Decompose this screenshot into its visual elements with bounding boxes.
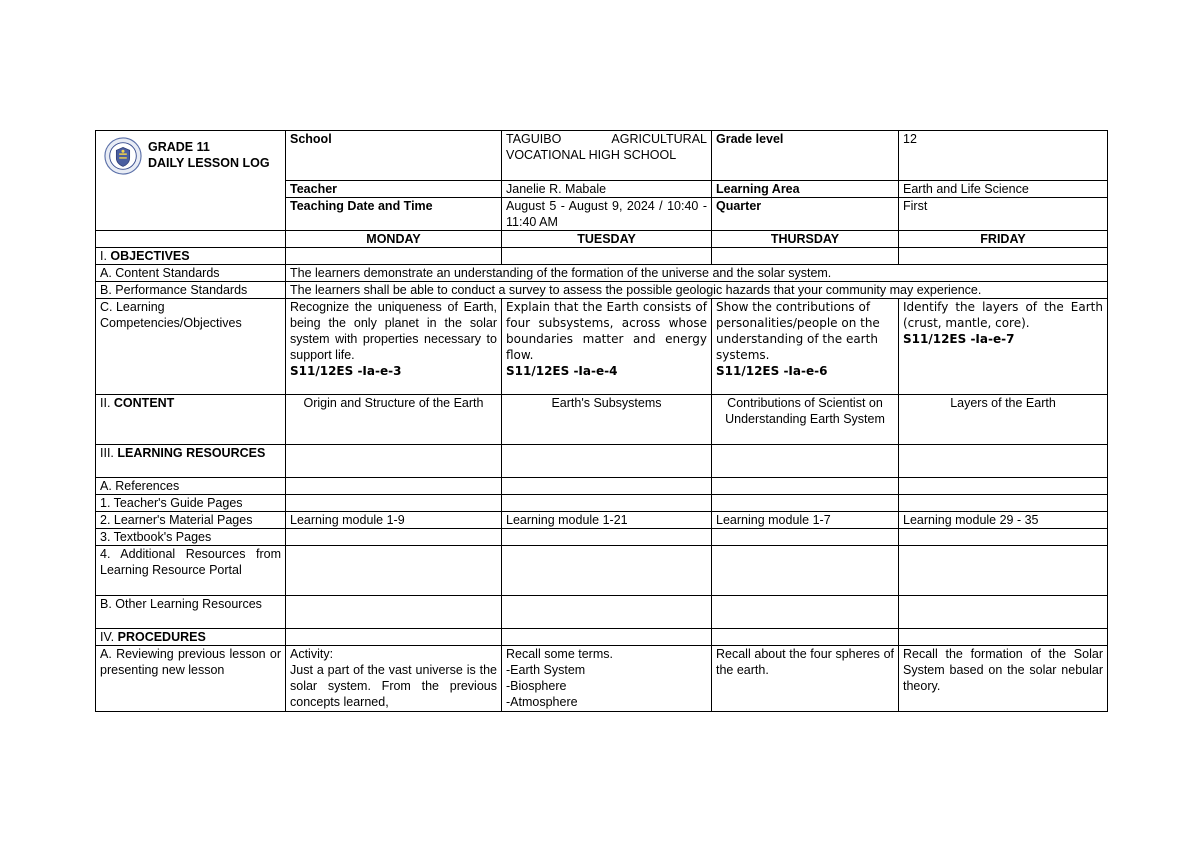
learners-material-thursday: Learning module 1-7 [712,512,899,529]
competency-code: S11/12ES -Ia-e-7 [903,332,1015,346]
learners-material-monday: Learning module 1-9 [286,512,502,529]
day-tuesday: TUESDAY [502,231,712,248]
learning-area-label: Learning Area [712,181,899,198]
header-row-school [96,131,1108,181]
content-topic-friday: Layers of the Earth [899,395,1108,445]
objectives-heading: I. OBJECTIVES [96,248,286,265]
day-monday: MONDAY [286,231,502,248]
competency-code: S11/12ES -Ia-e-3 [290,364,402,378]
additional-resources-row [96,546,1108,596]
content-topic-tuesday: Earth's Subsystems [502,395,712,445]
deped-seal-icon [104,137,142,175]
textbook-label: 3. Textbook's Pages [96,529,286,546]
textbook-row [96,529,1108,546]
competency-friday: Identify the layers of the Earth (crust, mantle, core). S11/12ES -Ia-e-7 [899,299,1108,395]
reviewing-monday: Activity: Just a part of the vast universe is the solar system. From the previous concepts learned, [286,646,502,712]
teacher-label: Teacher [286,181,502,198]
date-value: August 5 - August 9, 2024 / 10:40 - 11:40 AM [502,198,712,231]
learners-material-friday: Learning module 29 - 35 [899,512,1108,529]
objectives-heading-row [96,248,1108,265]
days-row [96,231,1108,248]
competencies-row [96,299,1108,395]
learners-material-tuesday: Learning module 1-21 [502,512,712,529]
procedures-heading: IV. PROCEDURES [96,629,286,646]
reviewing-row [96,646,1108,712]
competency-code: S11/12ES -Ia-e-4 [506,364,618,378]
competencies-label: C. Learning Competencies/Objectives [96,299,286,395]
competency-monday: Recognize the uniqueness of Earth, being the only planet in the solar system with properties necessary to support life. S11/12ES -Ia-e-3 [286,299,502,395]
learners-material-row [96,512,1108,529]
dll-title: DAILY LESSON LOG [148,156,270,170]
teacher-value: Janelie R. Mabale [502,181,712,198]
grade-level-label: Grade level [712,131,899,181]
procedures-heading-row [96,629,1108,646]
date-label: Teaching Date and Time [286,198,502,231]
resources-heading-row [96,445,1108,478]
quarter-value: First [899,198,1108,231]
performance-standards-row [96,282,1108,299]
school-label: School [286,131,502,181]
reviewing-thursday: Recall about the four spheres of the earth. [712,646,899,712]
learners-material-label: 2. Learner's Material Pages [96,512,286,529]
days-row-blank [96,231,286,248]
teachers-guide-row [96,495,1108,512]
content-topic-monday: Origin and Structure of the Earth [286,395,502,445]
learning-area-value: Earth and Life Science [899,181,1108,198]
competency-code: S11/12ES -Ia-e-6 [716,364,828,378]
other-resources-label: B. Other Learning Resources [96,596,286,629]
references-row [96,478,1108,495]
reviewing-friday: Recall the formation of the Solar System based on the solar nebular theory. [899,646,1108,712]
grade-title: GRADE 11 [148,140,210,154]
competency-tuesday: Explain that the Earth consists of four subsystems, across whose boundaries matter and energy flow. S11/12ES -Ia-e-4 [502,299,712,395]
competency-thursday: Show the contributions of personalities/people on the understanding of the earth systems. S11/12ES -Ia-e-6 [712,299,899,395]
reviewing-label: A. Reviewing previous lesson or presenting new lesson [96,646,286,712]
content-heading: II. CONTENT [96,395,286,445]
teachers-guide-label: 1. Teacher's Guide Pages [96,495,286,512]
quarter-label: Quarter [712,198,899,231]
school-value: TAGUIBO AGRICULTURAL VOCATIONAL HIGH SCHOOL [502,131,712,181]
resources-heading: III. LEARNING RESOURCES [96,445,286,478]
content-standards-value: The learners demonstrate an understanding of the formation of the universe and the solar system. [286,265,1108,282]
content-row [96,395,1108,445]
other-resources-row [96,596,1108,629]
daily-lesson-log-table [95,130,1108,712]
additional-resources-label: 4. Additional Resources from Learning Resource Portal [96,546,286,596]
content-standards-label: A. Content Standards [96,265,286,282]
references-label: A. References [96,478,286,495]
performance-standards-value: The learners shall be able to conduct a survey to assess the possible geologic hazards that your community may experience. [286,282,1108,299]
reviewing-tuesday: Recall some terms. -Earth System -Biosphere -Atmosphere [502,646,712,712]
performance-standards-label: B. Performance Standards [96,282,286,299]
logo-title-cell [96,131,286,231]
content-topic-thursday: Contributions of Scientist on Understanding Earth System [712,395,899,445]
content-standards-row [96,265,1108,282]
day-friday: FRIDAY [899,231,1108,248]
day-thursday: THURSDAY [712,231,899,248]
grade-level-value: 12 [899,131,1108,181]
